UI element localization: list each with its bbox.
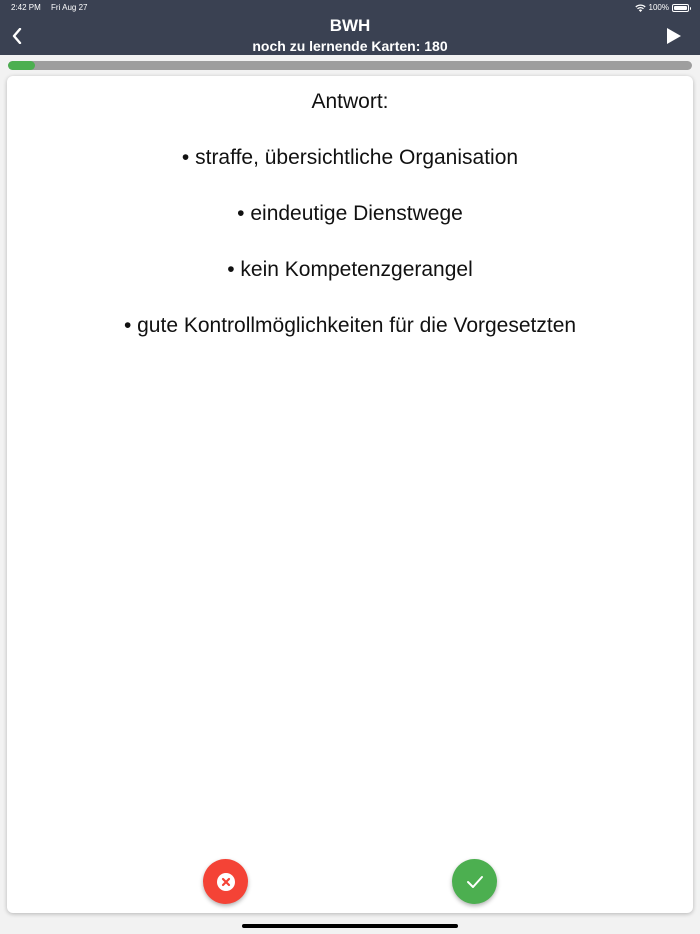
wrong-answer-button[interactable]: [203, 859, 248, 904]
close-circle-icon: [217, 873, 235, 891]
answer-item: • eindeutige Dienstwege: [237, 202, 463, 225]
flashcard: [7, 76, 693, 913]
answer-item: • straffe, übersichtliche Organisation: [181, 146, 519, 169]
check-icon: [466, 875, 484, 889]
status-date: Fri Aug 27: [51, 3, 88, 12]
answer-list: [7, 146, 693, 370]
answer-heading: Antwort:: [311, 90, 389, 113]
battery-percent: 100%: [648, 3, 669, 12]
status-time: 2:42 PM: [11, 3, 41, 12]
play-button[interactable]: [666, 27, 682, 45]
answer-item: • kein Kompetenzgerangel: [227, 258, 473, 281]
home-indicator[interactable]: [242, 924, 458, 928]
status-indicators: [635, 3, 689, 12]
correct-answer-button[interactable]: [452, 859, 497, 904]
app-header: [0, 0, 700, 55]
page-title: BWH: [329, 16, 371, 35]
wifi-icon: [635, 4, 646, 12]
answer-item: • gute Kontrollmöglichkeiten für die Vorgesetzten: [123, 314, 577, 337]
cards-remaining: noch zu lernende Karten: 180: [252, 38, 448, 54]
battery-icon: [672, 4, 689, 12]
progress-bar: [8, 61, 692, 70]
progress-fill: [8, 61, 35, 70]
